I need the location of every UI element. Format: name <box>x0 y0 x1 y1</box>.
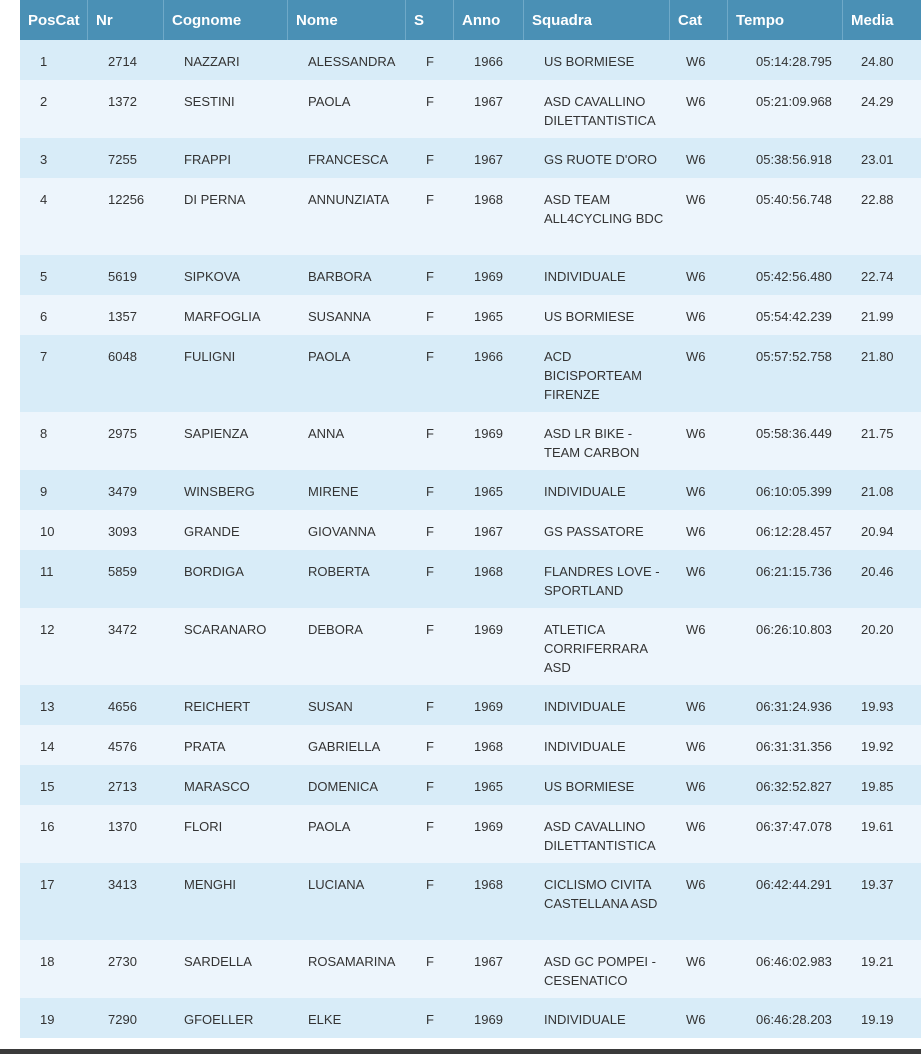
cell-cat: W6 <box>686 524 706 539</box>
cell-nr: 1357 <box>108 309 137 324</box>
cell-nome: DOMENICA <box>308 779 379 794</box>
cell-cognome: PRATA <box>184 739 226 754</box>
cell-poscat: 15 <box>40 779 55 794</box>
table-row[interactable] <box>20 608 921 685</box>
cell-squadra: ASD CAVALLINO DILETTANTISTICA <box>544 819 656 853</box>
cell-sesso: F <box>426 622 434 637</box>
cell-squadra: ASD TEAM ALL4CYCLING BDC <box>544 192 664 226</box>
cell-cognome: FULIGNI <box>184 349 236 364</box>
cell-squadra: US BORMIESE <box>544 309 635 324</box>
cell-sesso: F <box>426 699 434 714</box>
cell-nome: SUSAN <box>308 699 353 714</box>
cell-media: 19.61 <box>861 819 894 834</box>
cell-cat: W6 <box>686 54 706 69</box>
cell-nr: 12256 <box>108 192 145 207</box>
cell-cognome: GFOELLER <box>184 1012 254 1027</box>
column-header-media[interactable]: Media <box>851 11 894 29</box>
cell-nome: ROBERTA <box>308 564 370 579</box>
cell-sesso: F <box>426 779 434 794</box>
cell-media: 21.80 <box>861 349 894 364</box>
cell-nome: PAOLA <box>308 94 351 109</box>
cell-cat: W6 <box>686 94 706 109</box>
table-row[interactable] <box>20 80 921 138</box>
cell-poscat: 17 <box>40 877 55 892</box>
cell-anno: 1969 <box>474 269 503 284</box>
cell-anno: 1969 <box>474 426 503 441</box>
cell-nr: 1372 <box>108 94 137 109</box>
cell-poscat: 11 <box>40 564 54 579</box>
cell-sesso: F <box>426 152 434 167</box>
cell-anno: 1967 <box>474 94 503 109</box>
cell-squadra: US BORMIESE <box>544 54 635 69</box>
cell-media: 19.19 <box>861 1012 894 1027</box>
cell-squadra: INDIVIDUALE <box>544 739 626 754</box>
cell-anno: 1966 <box>474 349 503 364</box>
cell-squadra: ASD CAVALLINO DILETTANTISTICA <box>544 94 656 128</box>
cell-anno: 1969 <box>474 699 503 714</box>
cell-sesso: F <box>426 94 434 109</box>
cell-cognome: SCARANARO <box>184 622 267 637</box>
cell-cognome: BORDIGA <box>184 564 244 579</box>
cell-cognome: SIPKOVA <box>184 269 241 284</box>
cell-poscat: 1 <box>40 54 48 69</box>
cell-sesso: F <box>426 309 434 324</box>
cell-media: 19.85 <box>861 779 894 794</box>
cell-anno: 1969 <box>474 819 503 834</box>
cell-nome: ROSAMARINA <box>308 954 396 969</box>
table-row[interactable] <box>20 295 921 335</box>
cell-cognome: WINSBERG <box>184 484 255 499</box>
column-header-poscat[interactable]: PosCat <box>20 0 88 40</box>
cell-media: 24.29 <box>861 94 894 109</box>
cell-nome: MIRENE <box>308 484 359 499</box>
cell-cat: W6 <box>686 819 706 834</box>
cell-cognome: SESTINI <box>184 94 235 109</box>
table-row[interactable] <box>20 335 921 412</box>
cell-poscat: 12 <box>40 622 55 637</box>
column-header-nome[interactable]: Nome <box>288 0 406 40</box>
table-row[interactable] <box>20 550 921 608</box>
cell-tempo: 06:46:28.203 <box>756 1012 832 1027</box>
cell-nome: FRANCESCA <box>308 152 389 167</box>
cell-nome: PAOLA <box>308 349 351 364</box>
cell-sesso: F <box>426 877 434 892</box>
cell-tempo: 06:46:02.983 <box>756 954 832 969</box>
cell-nr: 4656 <box>108 699 137 714</box>
cell-poscat: 5 <box>40 269 48 284</box>
cell-tempo: 06:21:15.736 <box>756 564 832 579</box>
cell-nome: ANNA <box>308 426 345 441</box>
cell-sesso: F <box>426 192 434 207</box>
cell-nr: 5619 <box>108 269 137 284</box>
column-header-cognome[interactable]: Cognome <box>164 0 288 40</box>
cell-nr: 2730 <box>108 954 137 969</box>
cell-squadra: INDIVIDUALE <box>544 484 626 499</box>
cell-cat: W6 <box>686 739 706 754</box>
bottom-edge <box>0 1049 921 1054</box>
cell-cat: W6 <box>686 484 706 499</box>
table-row[interactable] <box>20 998 921 1038</box>
cell-cognome: MENGHI <box>184 877 236 892</box>
table-row[interactable] <box>20 863 921 940</box>
table-row[interactable] <box>20 940 921 998</box>
cell-nome: ALESSANDRA <box>308 54 396 69</box>
cell-nr: 7290 <box>108 1012 137 1027</box>
cell-nome: GABRIELLA <box>308 739 381 754</box>
cell-nr: 2975 <box>108 426 137 441</box>
cell-cognome: SARDELLA <box>184 954 252 969</box>
cell-cat: W6 <box>686 877 706 892</box>
cell-squadra: ACD BICISPORTEAM FIRENZE <box>544 349 643 402</box>
cell-squadra: GS RUOTE D'ORO <box>544 152 657 167</box>
table-row[interactable] <box>20 178 921 255</box>
cell-media: 21.08 <box>861 484 894 499</box>
cell-media: 19.37 <box>861 877 894 892</box>
cell-poscat: 18 <box>40 954 55 969</box>
cell-media: 20.46 <box>861 564 894 579</box>
cell-sesso: F <box>426 484 434 499</box>
cell-nr: 6048 <box>108 349 137 364</box>
cell-tempo: 05:21:09.968 <box>756 94 832 109</box>
cell-nr: 3093 <box>108 524 137 539</box>
cell-cat: W6 <box>686 309 706 324</box>
cell-squadra: FLANDRES LOVE - SPORTLAND <box>544 564 660 598</box>
cell-sesso: F <box>426 739 434 754</box>
cell-cat: W6 <box>686 564 706 579</box>
cell-anno: 1967 <box>474 954 503 969</box>
cell-cognome: GRANDE <box>184 524 240 539</box>
cell-sesso: F <box>426 524 434 539</box>
cell-tempo: 05:58:36.449 <box>756 426 832 441</box>
cell-nr: 2714 <box>108 54 137 69</box>
cell-anno: 1965 <box>474 779 503 794</box>
cell-nr: 4576 <box>108 739 137 754</box>
column-header-squadra[interactable]: Squadra <box>524 0 670 40</box>
table-row[interactable] <box>20 685 921 725</box>
column-header-sesso[interactable]: S <box>406 0 454 40</box>
cell-tempo: 06:12:28.457 <box>756 524 832 539</box>
cell-anno: 1966 <box>474 54 503 69</box>
cell-nr: 3472 <box>108 622 137 637</box>
cell-cat: W6 <box>686 779 706 794</box>
table-row[interactable] <box>20 412 921 470</box>
cell-cat: W6 <box>686 269 706 284</box>
cell-tempo: 06:26:10.803 <box>756 622 832 637</box>
cell-tempo: 05:38:56.918 <box>756 152 832 167</box>
cell-tempo: 05:54:42.239 <box>756 309 832 324</box>
cell-nome: ELKE <box>308 1012 342 1027</box>
cell-nome: BARBORA <box>308 269 372 284</box>
cell-sesso: F <box>426 954 434 969</box>
cell-cognome: SAPIENZA <box>184 426 249 441</box>
cell-media: 21.99 <box>861 309 894 324</box>
column-header-cat[interactable]: Cat <box>670 0 728 40</box>
column-header-tempo[interactable]: Tempo <box>728 0 843 40</box>
column-header-nr[interactable]: Nr <box>88 0 164 40</box>
table-row[interactable] <box>20 725 921 765</box>
cell-squadra: CICLISMO CIVITA CASTELLANA ASD <box>544 877 658 911</box>
cell-tempo: 06:10:05.399 <box>756 484 832 499</box>
cell-poscat: 9 <box>40 484 48 499</box>
cell-media: 22.88 <box>861 192 894 207</box>
cell-squadra: INDIVIDUALE <box>544 699 626 714</box>
cell-poscat: 8 <box>40 426 48 441</box>
cell-nome: PAOLA <box>308 819 351 834</box>
cell-tempo: 05:57:52.758 <box>756 349 832 364</box>
cell-squadra: ATLETICA CORRIFERRARA ASD <box>544 622 648 675</box>
cell-tempo: 05:14:28.795 <box>756 54 832 69</box>
cell-tempo: 06:37:47.078 <box>756 819 832 834</box>
cell-sesso: F <box>426 1012 434 1027</box>
cell-sesso: F <box>426 349 434 364</box>
cell-tempo: 05:42:56.480 <box>756 269 832 284</box>
cell-poscat: 4 <box>40 192 48 207</box>
cell-anno: 1968 <box>474 739 503 754</box>
cell-poscat: 6 <box>40 309 48 324</box>
table-row[interactable] <box>20 138 921 178</box>
cell-cognome: DI PERNA <box>184 192 246 207</box>
cell-nr: 3413 <box>108 877 137 892</box>
cell-nome: ANNUNZIATA <box>308 192 390 207</box>
cell-cognome: REICHERT <box>184 699 251 714</box>
cell-poscat: 2 <box>40 94 48 109</box>
cell-cognome: NAZZARI <box>184 54 240 69</box>
cell-cat: W6 <box>686 152 706 167</box>
table-row[interactable] <box>20 255 921 295</box>
table-body <box>20 40 921 1038</box>
results-table <box>20 0 921 1038</box>
cell-nome: GIOVANNA <box>308 524 376 539</box>
cell-squadra: GS PASSATORE <box>544 524 644 539</box>
cell-squadra: INDIVIDUALE <box>544 269 626 284</box>
cell-media: 20.94 <box>861 524 894 539</box>
cell-cat: W6 <box>686 192 706 207</box>
cell-media: 22.74 <box>861 269 894 284</box>
cell-cognome: FLORI <box>184 819 223 834</box>
cell-anno: 1967 <box>474 152 503 167</box>
cell-poscat: 3 <box>40 152 48 167</box>
cell-poscat: 14 <box>40 739 55 754</box>
table-row[interactable] <box>20 470 921 510</box>
cell-squadra: INDIVIDUALE <box>544 1012 626 1027</box>
cell-sesso: F <box>426 54 434 69</box>
cell-anno: 1968 <box>474 192 503 207</box>
cell-nr: 1370 <box>108 819 137 834</box>
cell-tempo: 06:31:31.356 <box>756 739 832 754</box>
cell-media: 21.75 <box>861 426 894 441</box>
table-row[interactable] <box>20 765 921 805</box>
cell-cat: W6 <box>686 1012 706 1027</box>
cell-sesso: F <box>426 269 434 284</box>
cell-poscat: 13 <box>40 699 55 714</box>
table-row[interactable] <box>20 805 921 863</box>
cell-sesso: F <box>426 426 434 441</box>
cell-poscat: 19 <box>40 1012 55 1027</box>
cell-nome: SUSANNA <box>308 309 371 324</box>
table-row[interactable] <box>20 40 921 80</box>
cell-media: 24.80 <box>861 54 894 69</box>
cell-cat: W6 <box>686 699 706 714</box>
cell-cognome: FRAPPI <box>184 152 231 167</box>
cell-tempo: 05:40:56.748 <box>756 192 832 207</box>
cell-media: 19.21 <box>861 954 894 969</box>
cell-anno: 1968 <box>474 877 503 892</box>
cell-cognome: MARFOGLIA <box>184 309 261 324</box>
cell-cat: W6 <box>686 954 706 969</box>
cell-cognome: MARASCO <box>184 779 250 794</box>
cell-anno: 1969 <box>474 622 503 637</box>
cell-cat: W6 <box>686 622 706 637</box>
cell-nr: 2713 <box>108 779 137 794</box>
cell-nr: 7255 <box>108 152 137 167</box>
cell-nome: LUCIANA <box>308 877 365 892</box>
cell-nome: DEBORA <box>308 622 363 637</box>
cell-squadra: ASD GC POMPEI - CESENATICO <box>544 954 656 988</box>
cell-poscat: 10 <box>40 524 55 539</box>
cell-anno: 1969 <box>474 1012 503 1027</box>
cell-anno: 1968 <box>474 564 503 579</box>
cell-anno: 1965 <box>474 484 503 499</box>
cell-tempo: 06:32:52.827 <box>756 779 832 794</box>
cell-media: 19.93 <box>861 699 894 714</box>
cell-sesso: F <box>426 819 434 834</box>
cell-tempo: 06:31:24.936 <box>756 699 832 714</box>
cell-cat: W6 <box>686 349 706 364</box>
cell-media: 23.01 <box>861 152 894 167</box>
column-header-anno[interactable]: Anno <box>454 0 524 40</box>
cell-anno: 1967 <box>474 524 503 539</box>
cell-media: 19.92 <box>861 739 894 754</box>
cell-squadra: ASD LR BIKE - TEAM CARBON <box>544 426 640 460</box>
table-row[interactable] <box>20 510 921 550</box>
cell-sesso: F <box>426 564 434 579</box>
cell-poscat: 7 <box>40 349 48 364</box>
cell-anno: 1965 <box>474 309 503 324</box>
table-header <box>20 0 921 40</box>
cell-tempo: 06:42:44.291 <box>756 877 832 892</box>
cell-poscat: 16 <box>40 819 55 834</box>
cell-nr: 5859 <box>108 564 137 579</box>
cell-squadra: US BORMIESE <box>544 779 635 794</box>
cell-nr: 3479 <box>108 484 137 499</box>
cell-cat: W6 <box>686 426 706 441</box>
cell-media: 20.20 <box>861 622 894 637</box>
